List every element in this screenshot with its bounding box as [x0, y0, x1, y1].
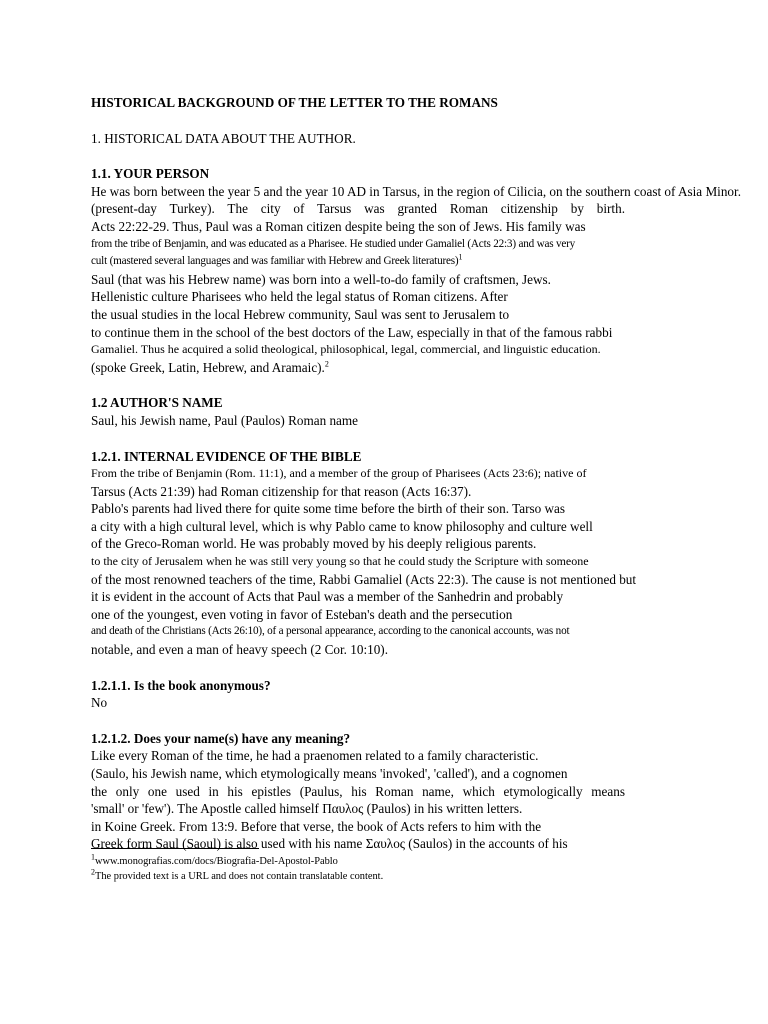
paragraph-line: Acts 22:22-29. Thus, Paul was a Roman citizen despite being the son of Jews. His family was	[91, 218, 586, 234]
section-1-2-1	[91, 448, 766, 659]
paragraph-line: (spoke Greek, Latin, Hebrew, and Aramaic).$^2$	[91, 359, 329, 375]
paragraph-line: of the most renowned teachers of the time, Rabbi Gamaliel (Acts 22:3). The cause is not mentioned but	[91, 571, 637, 587]
paragraph-line: to the city of Jerusalem when he was still very young so that he could study the Scripture with someone	[91, 554, 589, 569]
section-1-2-1-2-heading: 1.2.1.2. Does your name(s) have any meaning?	[91, 730, 351, 746]
paragraph-line: Greek form Saul (Saoul) is also used with his name Σαυλος (Saulos) in the accounts of his	[91, 836, 568, 852]
paragraph-line: Saul (that was his Hebrew name) was born into a well-to-do family of craftsmen, Jews.	[91, 271, 551, 287]
document-page	[91, 94, 766, 853]
footnotes	[91, 854, 383, 884]
answer-text: No	[91, 695, 108, 711]
section-1-1-heading: 1.1. YOUR PERSON	[91, 166, 210, 182]
footnote-separator	[91, 848, 259, 849]
paragraph-line: Hellenistic culture Pharisees who held the legal status of Roman citizens. After	[91, 289, 508, 305]
paragraph-line: one of the youngest, even voting in favor of Esteban's death and the persecution	[91, 606, 513, 622]
footnote-ref-1: 1	[458, 252, 463, 262]
paragraph-line: in Koine Greek. From 13:9. Before that verse, the book of Acts refers to him with the	[91, 818, 542, 834]
paragraph-line: Gamaliel. Thus he acquired a solid theological, philosophical, legal, commercial, and linguistic education.	[91, 342, 601, 357]
paragraph-line: 'small' or 'few'). The Apostle called himself Παυλος (Paulos) in his written letters.	[91, 801, 523, 817]
section-1-heading: 1. HISTORICAL DATA ABOUT THE AUTHOR.	[91, 130, 356, 146]
section-1-2-heading: 1.2 AUTHOR'S NAME	[91, 395, 223, 411]
paragraph-line: From the tribe of Benjamin (Rom. 11:1), and a member of the group of Pharisees (Acts 23:6); native of	[91, 466, 587, 481]
paragraph-line: notable, and even a man of heavy speech (2 Cor. 10:10).	[91, 642, 388, 658]
paragraph-line: of the Greco-Roman world. He was probably moved by his deeply religious parents.	[91, 536, 537, 552]
paragraph-line: cult (mastered several languages and was familiar with Hebrew and Greek literatures)$^1$	[91, 252, 463, 268]
footnote-link[interactable]: www.monografias.com/docs/Biografia-Del-Apostol-Pablo	[95, 856, 338, 867]
section-1-2	[91, 394, 766, 429]
paragraph-line: He was born between the year 5 and the year 10 AD in Tarsus, in the region of Cilicia, on the southern coast of Asia Minor.	[91, 183, 741, 199]
document-title-block	[91, 94, 766, 112]
footnote-1: $^1$www.monografias.com/docs/Biografia-Del-Apostol-Pablo	[91, 852, 338, 867]
footnote-2: $^2$The provided text is a URL and does not contain translatable content.	[91, 867, 384, 882]
paragraph-line: from the tribe of Benjamin, and was educated as a Pharisee. He studied under Gamaliel (Acts 22:3) and was very	[91, 237, 576, 250]
section-1-2-1-1	[91, 677, 766, 712]
paragraph-line: to continue them in the school of the best doctors of the Law, especially in that of the famous rabbi	[91, 324, 613, 340]
paragraph-line: Pablo's parents had lived there for quite some time before the birth of their son. Tarso was	[91, 501, 566, 517]
paragraph-line: a city with a high cultural level, which is why Pablo came to know philosophy and culture well	[91, 518, 593, 534]
section-1-2-1-heading: 1.2.1. INTERNAL EVIDENCE OF THE BIBLE	[91, 448, 362, 464]
paragraph-line: the only one used in his epistles (Paulus, his Roman name, which etymologically means	[91, 783, 625, 799]
section-1-2-1-2	[91, 730, 766, 853]
paragraph-line: Saul, his Jewish name, Paul (Paulos) Roman name	[91, 412, 359, 428]
paragraph-line: the usual studies in the local Hebrew community, Saul was sent to Jerusalem to	[91, 306, 510, 322]
paragraph-line: it is evident in the account of Acts that Paul was a member of the Sanhedrin and probably	[91, 589, 564, 605]
document-title: HISTORICAL BACKGROUND OF THE LETTER TO THE ROMANS	[91, 95, 498, 110]
paragraph-line: and death of the Christians (Acts 26:10), of a personal appearance, according to the canonical accounts, was not	[91, 625, 570, 638]
paragraph-line: (Saulo, his Jewish name, which etymologically means 'invoked', 'called'), and a cognomen	[91, 766, 568, 781]
paragraph-line: Tarsus (Acts 21:39) had Roman citizenship for that reason (Acts 16:37).	[91, 483, 472, 499]
paragraph-line: (present-day Turkey). The city of Tarsus was granted Roman citizenship by birth.	[91, 201, 625, 217]
section-1-1	[91, 165, 766, 376]
section-1-block	[91, 130, 766, 148]
footnote-ref-2: 2	[324, 359, 329, 369]
section-1-2-1-1-heading: 1.2.1.1. Is the book anonymous?	[91, 677, 271, 693]
paragraph-line: Like every Roman of the time, he had a praenomen related to a family characteristic.	[91, 748, 539, 764]
